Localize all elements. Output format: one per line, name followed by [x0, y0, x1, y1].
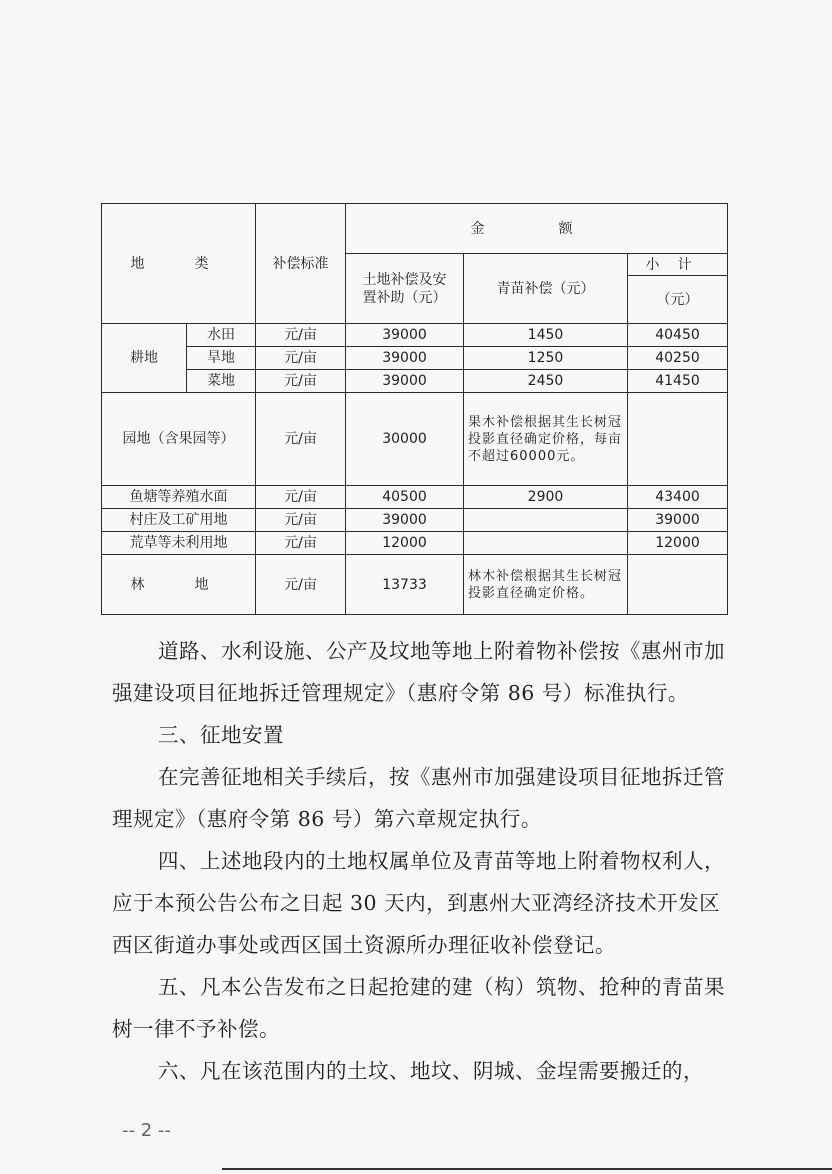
paragraph-registration: 四、上述地段内的土地权属单位及青苗等地上附着物权利人，应于本预公告公布之日起 30 天内，到惠州大亚湾经济技术开发区西区街道办事处或西区国土资源所办理征收补偿登记。: [112, 849, 725, 957]
row-standard: 元/亩: [256, 486, 346, 509]
table-row: [102, 370, 728, 393]
row-type: 鱼塘等养殖水面: [102, 486, 256, 509]
header-crop-compensation: 青苗补偿（元）: [464, 254, 628, 324]
row-total: 12000: [628, 532, 728, 555]
row-subtype: 旱地: [187, 347, 256, 370]
row-type: 园地（含果园等）: [102, 393, 256, 486]
row-crop-value: 2450: [464, 370, 628, 393]
compensation-table: [101, 203, 728, 615]
page-number: -- 2 --: [122, 1120, 171, 1141]
row-crop-note: 林木补偿根据其生长树冠投影直径确定价格。: [464, 555, 628, 615]
table-row: [102, 347, 728, 370]
row-standard: 元/亩: [256, 324, 346, 347]
row-subtype: 水田: [187, 324, 256, 347]
row-land-value: 39000: [346, 509, 464, 532]
header-subtotal-unit: （元）: [628, 276, 728, 324]
row-crop-note: 果木补偿根据其生长树冠投影直径确定价格，每亩不超过60000元。: [464, 393, 628, 486]
row-crop-value: [464, 532, 628, 555]
body-text: [112, 630, 740, 1092]
row-standard: 元/亩: [256, 370, 346, 393]
row-total: [628, 393, 728, 486]
row-total: 40450: [628, 324, 728, 347]
header-subtotal: 小计: [628, 254, 728, 276]
row-land-value: 13733: [346, 555, 464, 615]
table-row: [102, 486, 728, 509]
row-total: 41450: [628, 370, 728, 393]
row-subtype: 菜地: [187, 370, 256, 393]
header-land-type: 地 类: [102, 204, 256, 324]
cultivated-land-label: 耕地: [102, 324, 187, 393]
row-crop-value: [464, 509, 628, 532]
paragraph-resettlement: 在完善征地相关手续后，按《惠州市加强建设项目征地拆迁管理规定》（惠府令第 86 号）第六章规定执行。: [112, 765, 725, 831]
bottom-rule: [222, 1168, 832, 1170]
row-total: 43400: [628, 486, 728, 509]
table-row: [102, 555, 728, 615]
paragraph-attachment-compensation: 道路、水利设施、公产及坟地等地上附着物补偿按《惠州市加强建设项目征地拆迁管理规定》（惠府令第 86 号）标准执行。: [112, 639, 725, 705]
row-crop-value: 2900: [464, 486, 628, 509]
row-type: 村庄及工矿用地: [102, 509, 256, 532]
table-row: [102, 532, 728, 555]
header-standard: 补偿标准: [256, 204, 346, 324]
row-total: [628, 555, 728, 615]
table-row: [102, 324, 728, 347]
row-standard: 元/亩: [256, 532, 346, 555]
table-row: [102, 509, 728, 532]
paragraph-graves: 六、凡在该范围内的土坟、地坟、阴城、金埕需要搬迁的，: [158, 1059, 704, 1083]
row-standard: 元/亩: [256, 393, 346, 486]
row-crop-value: 1450: [464, 324, 628, 347]
row-land-value: 12000: [346, 532, 464, 555]
section-heading-resettlement: 三、征地安置: [158, 723, 284, 747]
row-standard: 元/亩: [256, 509, 346, 532]
row-total: 40250: [628, 347, 728, 370]
row-type: 荒草等未利用地: [102, 532, 256, 555]
row-land-value: 30000: [346, 393, 464, 486]
row-land-value: 40500: [346, 486, 464, 509]
row-total: 39000: [628, 509, 728, 532]
table-row: [102, 393, 728, 486]
row-crop-value: 1250: [464, 347, 628, 370]
row-standard: 元/亩: [256, 347, 346, 370]
row-land-value: 39000: [346, 370, 464, 393]
row-land-value: 39000: [346, 324, 464, 347]
row-type: 林 地: [102, 555, 256, 615]
row-standard: 元/亩: [256, 555, 346, 615]
header-land-compensation: 土地补偿及安置补助（元）: [346, 254, 464, 324]
header-amount: 金 额: [346, 204, 728, 254]
row-land-value: 39000: [346, 347, 464, 370]
paragraph-no-compensation: 五、凡本公告发布之日起抢建的建（构）筑物、抢种的青苗果树一律不予补偿。: [112, 975, 725, 1041]
